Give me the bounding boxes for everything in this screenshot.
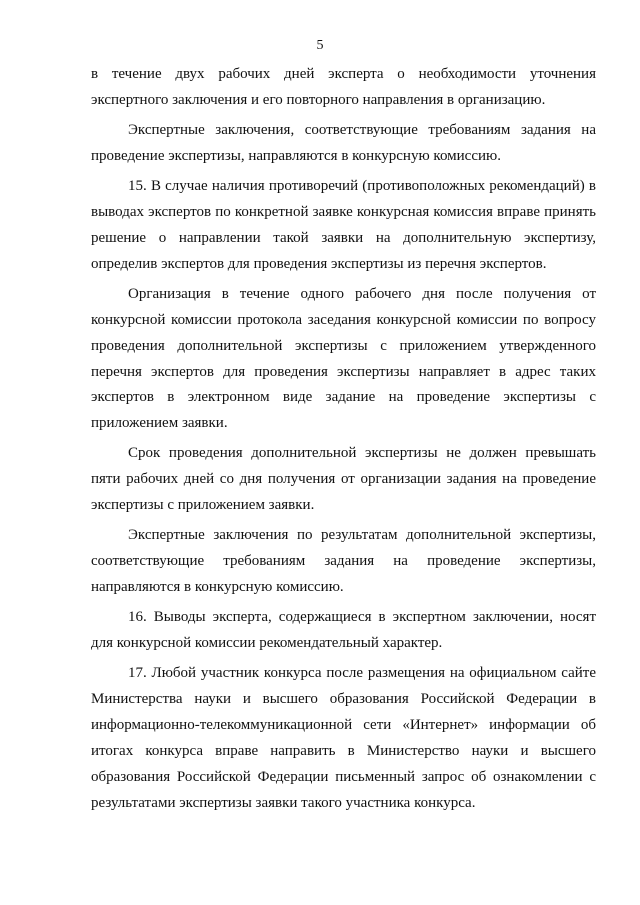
document-body xyxy=(91,62,596,821)
page-number: 5 xyxy=(316,38,324,53)
paragraph-deadline: Срок проведения дополнительной экспертизы не должен превышать пяти рабочих дней со дня получения от организации задания на проведение экспертизы с приложением заявки. xyxy=(91,445,596,514)
paragraph-item-15: 15. В случае наличия противоречий (противоположных рекомендаций) в выводах экспертов по конкретной заявке конкурсная комиссия вправе принять решение о направлении такой заявки на дополнительную экспертизу, определив экспертов для проведения экспертизы из перечня экспертов. xyxy=(91,178,596,272)
paragraph-expert-conclusions: Экспертные заключения, соответствующие требованиям задания на проведение экспертизы, направляются в конкурсную комиссию. xyxy=(91,122,596,164)
paragraph-item-17: 17. Любой участник конкурса после размещения на официальном сайте Министерства науки и высшего образования Российской Федерации в информационно-телекоммуникационной сети «Интернет» информации об итогах конкурса вправе направить в Министерство науки и высшего образования Российской Федерации письменный запрос об ознакомлении с результатами экспертизы заявки такого участника конкурса. xyxy=(91,665,596,811)
paragraph-organization: Организация в течение одного рабочего дня после получения от конкурсной комиссии протокола заседания конкурсной комиссии по вопросу проведения дополнительной экспертизы с приложением утвержденного перечня экспертов для проведения экспертизы направляет в адрес таких экспертов в электронном виде задание на проведение экспертизы с приложением заявки. xyxy=(91,285,596,432)
paragraph-item-16: 16. Выводы эксперта, содержащиеся в экспертном заключении, носят для конкурсной комиссии рекомендательный характер. xyxy=(91,609,596,652)
paragraph-continuation: в течение двух рабочих дней эксперта о необходимости уточнения экспертного заключения и его повторного направления в организацию. xyxy=(91,66,596,108)
paragraph-additional-conclusions: Экспертные заключения по результатам дополнительной экспертизы, соответствующие требованиям задания на проведение экспертизы, направляются в конкурсную комиссию. xyxy=(91,527,596,596)
